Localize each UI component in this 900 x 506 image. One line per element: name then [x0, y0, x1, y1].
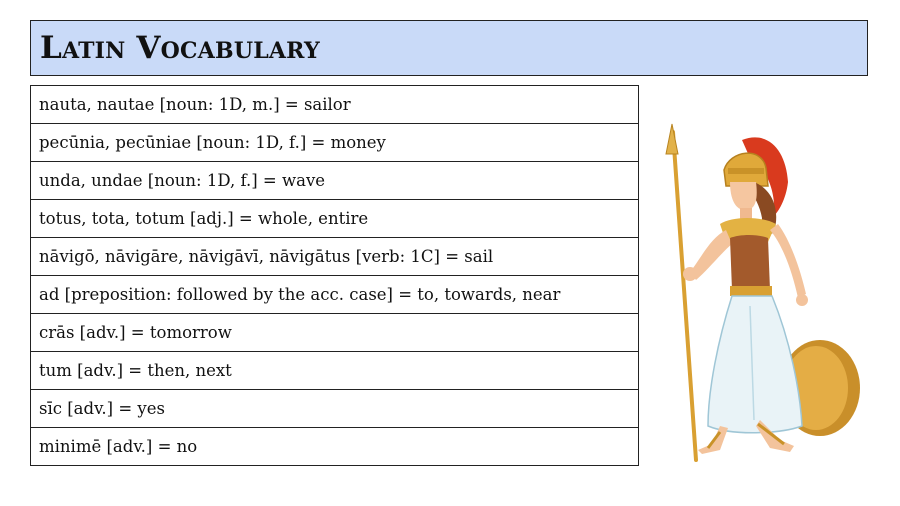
table-row — [31, 200, 639, 238]
table-row — [31, 276, 639, 314]
vocabulary-table — [30, 85, 639, 466]
athena-illustration — [650, 120, 865, 470]
vocab-entry: pecūnia, pecūniae [noun: 1D, f.] = money — [31, 124, 639, 162]
page-title: Latin Vocabulary — [40, 30, 320, 66]
table-row — [31, 86, 639, 124]
table-row — [31, 390, 639, 428]
vocab-entry: crās [adv.] = tomorrow — [31, 314, 639, 352]
table-row — [31, 352, 639, 390]
athena-figure-icon — [650, 120, 865, 470]
vocab-entry: unda, undae [noun: 1D, f.] = wave — [31, 162, 639, 200]
vocab-entry: nauta, nautae [noun: 1D, m.] = sailor — [31, 86, 639, 124]
table-row — [31, 162, 639, 200]
table-row — [31, 428, 639, 466]
table-row — [31, 124, 639, 162]
vocab-entry: tum [adv.] = then, next — [31, 352, 639, 390]
table-row — [31, 314, 639, 352]
vocab-entry: totus, tota, totum [adj.] = whole, entire — [31, 200, 639, 238]
vocab-entry: ad [preposition: followed by the acc. case] = to, towards, near — [31, 276, 639, 314]
vocab-entry: nāvigō, nāvigāre, nāvigāvī, nāvigātus [verb: 1C] = sail — [31, 238, 639, 276]
table-row — [31, 238, 639, 276]
vocab-entry: minimē [adv.] = no — [31, 428, 639, 466]
vocab-entry: sīc [adv.] = yes — [31, 390, 639, 428]
title-banner — [30, 20, 868, 76]
